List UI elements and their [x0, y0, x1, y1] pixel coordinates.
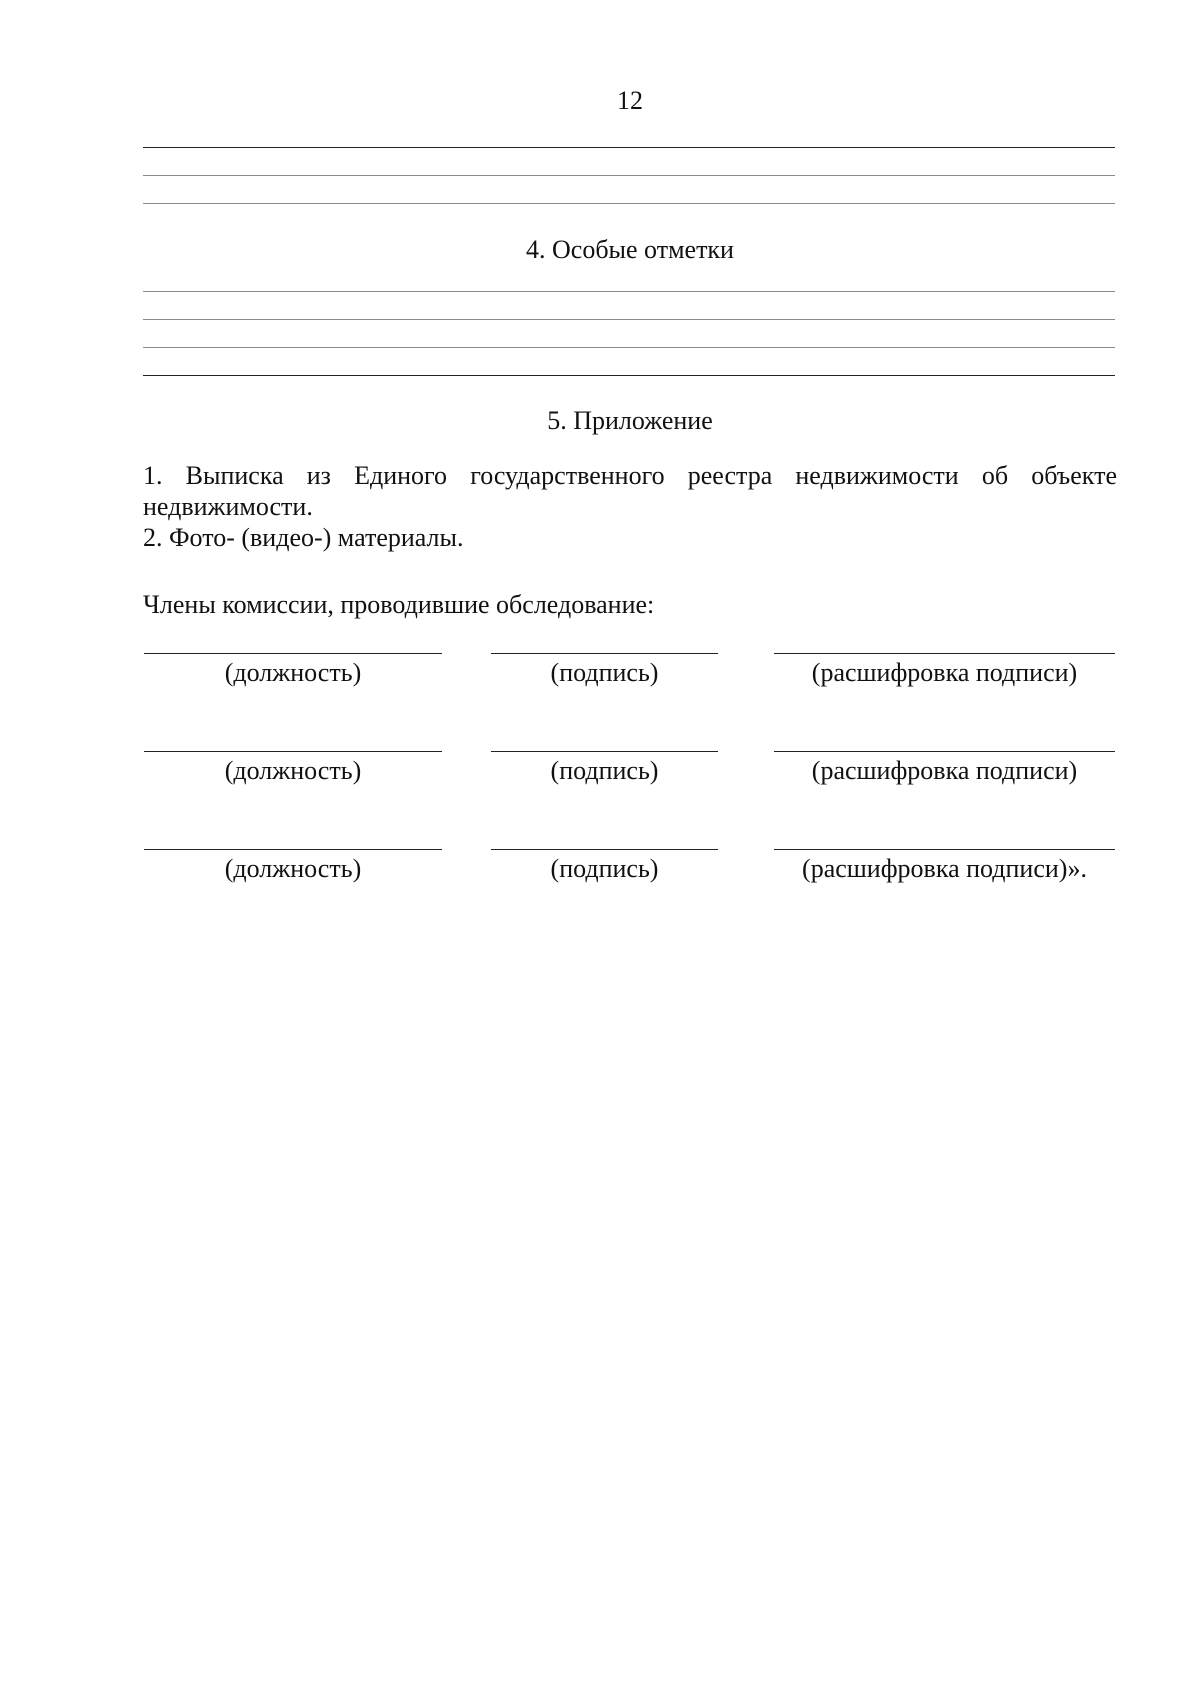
fill-line: [143, 347, 1115, 348]
commission-intro: Члены комиссии, проводившие обследование:: [143, 590, 655, 619]
position-caption: (должность): [224, 658, 362, 687]
decoding-signature-line: [774, 653, 1115, 654]
section-4-heading: 4. Особые отметки: [526, 235, 734, 264]
signature-caption: (подпись): [550, 854, 659, 883]
position-signature-line: [144, 849, 442, 850]
page-number: 12: [617, 86, 643, 115]
position-signature-line: [144, 653, 442, 654]
fill-line: [143, 291, 1115, 292]
decoding-signature-line: [774, 751, 1115, 752]
appendix-item-1-line-1: 1. Выписка из Единого государственного реестра недвижимости об объекте: [143, 461, 1117, 490]
fill-line: [143, 375, 1115, 376]
fill-line: [143, 175, 1115, 176]
section-5-heading: 5. Приложение: [547, 406, 713, 435]
decoding-caption: (расшифровка подписи)».: [802, 854, 1087, 883]
signature-line: [491, 849, 718, 850]
signature-caption: (подпись): [550, 658, 659, 687]
fill-line: [143, 147, 1115, 148]
signature-line: [491, 653, 718, 654]
position-caption: (должность): [224, 854, 362, 883]
fill-line: [143, 319, 1115, 320]
decoding-caption: (расшифровка подписи): [811, 658, 1078, 687]
signature-caption: (подпись): [550, 756, 659, 785]
position-caption: (должность): [224, 756, 362, 785]
appendix-item-1-line-2: недвижимости.: [143, 492, 313, 521]
appendix-item-2: 2. Фото- (видео-) материалы.: [143, 523, 464, 552]
position-signature-line: [144, 751, 442, 752]
decoding-signature-line: [774, 849, 1115, 850]
decoding-caption: (расшифровка подписи): [811, 756, 1078, 785]
fill-line: [143, 203, 1115, 204]
signature-line: [491, 751, 718, 752]
